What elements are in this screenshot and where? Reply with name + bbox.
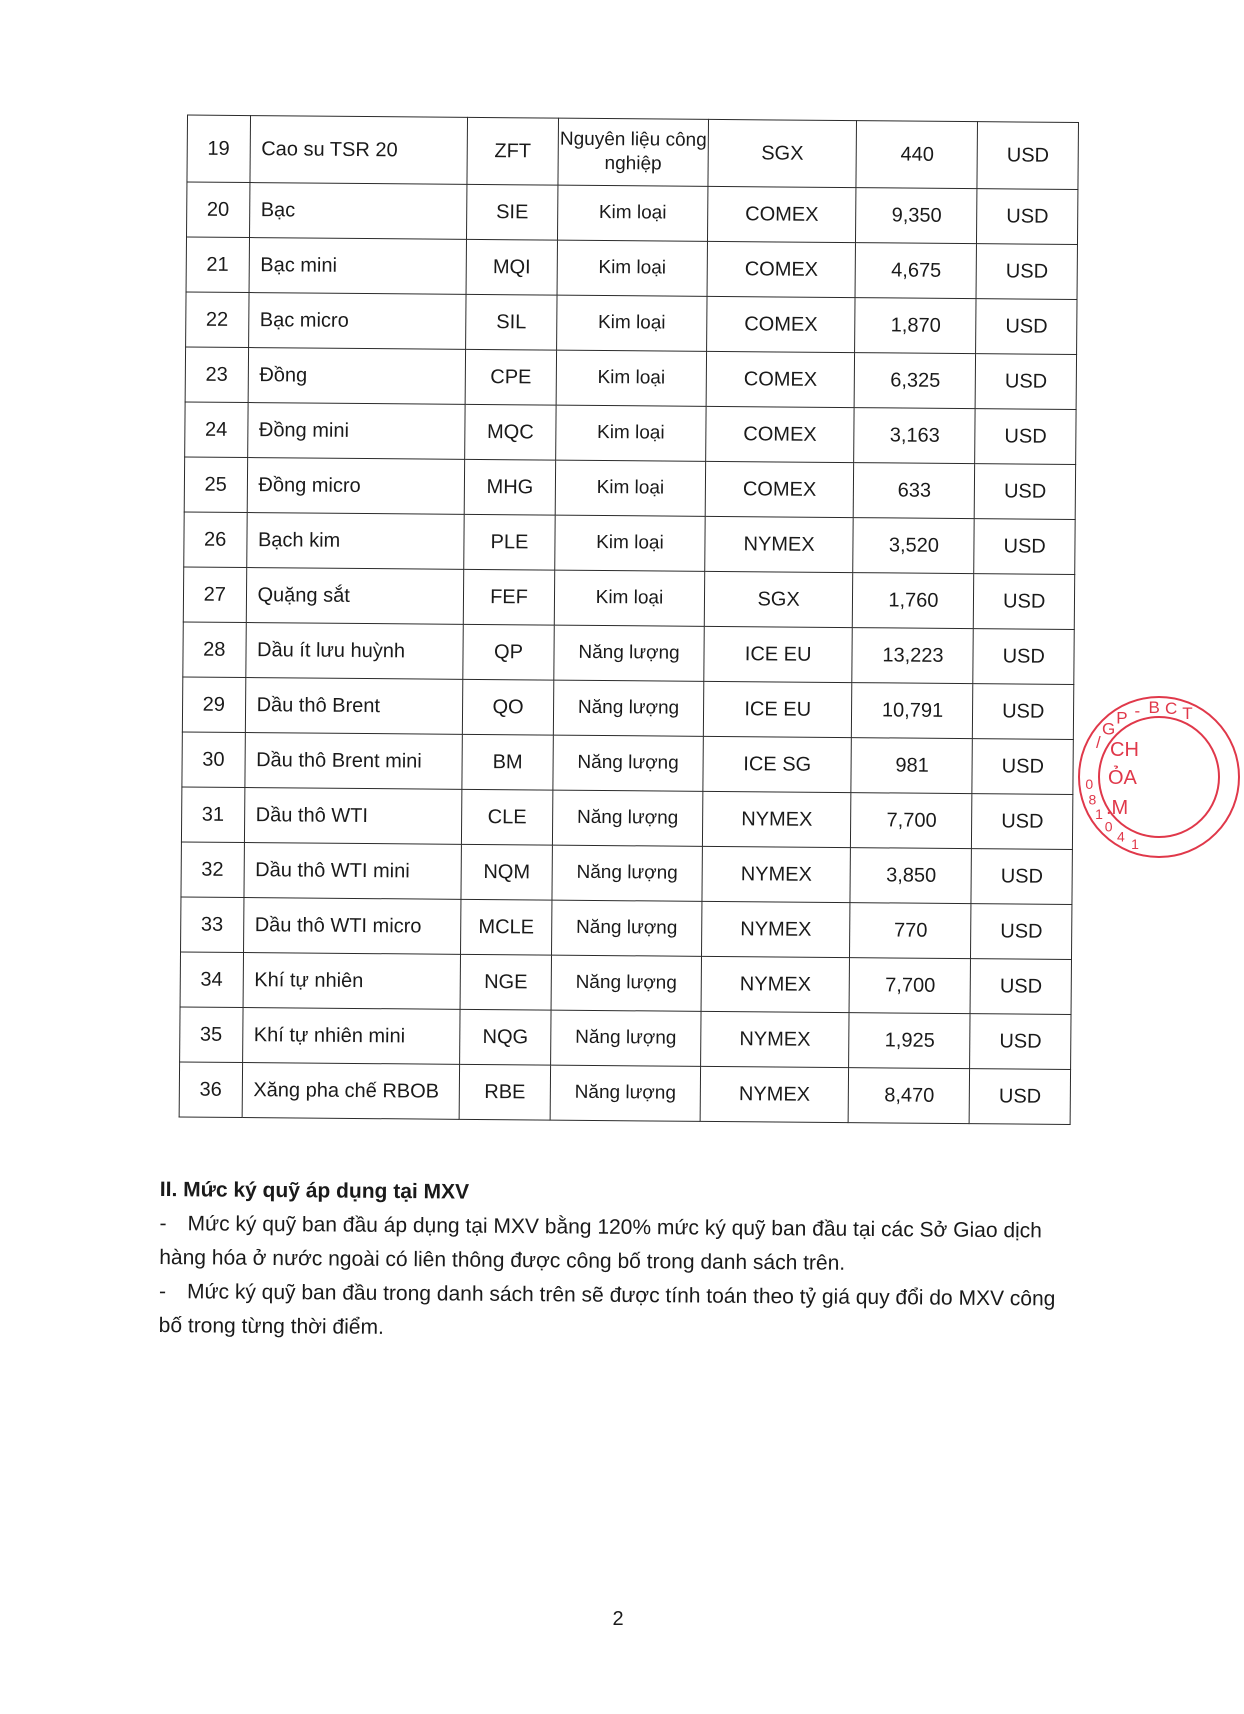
currency: USD xyxy=(970,959,1071,1015)
table-row xyxy=(186,237,1077,299)
currency: USD xyxy=(976,299,1077,355)
commodity-group: Năng lượng xyxy=(554,625,704,681)
currency: USD xyxy=(977,122,1078,190)
margin-value: 1,870 xyxy=(855,298,976,354)
exchange-name: NYMEX xyxy=(700,1011,849,1067)
commodity-code: BM xyxy=(462,734,554,790)
currency: USD xyxy=(972,794,1073,850)
commodity-code: SIE xyxy=(466,184,558,240)
exchange-name: NYMEX xyxy=(700,1066,849,1122)
exchange-name: COMEX xyxy=(706,351,855,407)
commodity-name: Xăng pha chế RBOB xyxy=(242,1063,460,1120)
commodity-name: Bạc micro xyxy=(248,293,466,350)
stamp-glyph: 1 xyxy=(1131,835,1139,852)
exchange-name: NYMEX xyxy=(702,791,851,847)
row-number: 34 xyxy=(180,952,243,1008)
row-number: 19 xyxy=(187,115,250,183)
currency: USD xyxy=(971,904,1072,960)
commodity-group: Năng lượng xyxy=(553,680,703,736)
commodity-code: SIL xyxy=(465,294,557,350)
margin-value: 7,700 xyxy=(851,793,972,849)
exchange-name: COMEX xyxy=(706,296,855,352)
table-row xyxy=(183,567,1074,629)
table-row xyxy=(181,787,1072,849)
currency: USD xyxy=(975,409,1076,465)
table-row xyxy=(179,1062,1070,1124)
commodity-code: ZFT xyxy=(467,117,559,185)
margin-value: 10,791 xyxy=(852,683,973,739)
row-number: 30 xyxy=(182,732,245,788)
stamp-glyph: .M xyxy=(1106,797,1129,819)
table-row xyxy=(182,732,1073,794)
commodity-name: Khí tự nhiên xyxy=(243,953,461,1010)
margin-value: 7,700 xyxy=(850,958,971,1014)
table-row xyxy=(181,897,1072,959)
margin-value: 4,675 xyxy=(856,243,977,299)
table-row xyxy=(180,1007,1071,1069)
table-row xyxy=(184,512,1075,574)
margin-value: 1,760 xyxy=(853,573,974,629)
commodity-group: Năng lượng xyxy=(551,955,701,1011)
row-number: 29 xyxy=(182,677,245,733)
exchange-name: COMEX xyxy=(707,186,856,242)
commodity-code: NQG xyxy=(459,1009,551,1065)
table-row xyxy=(187,115,1079,189)
exchange-name: COMEX xyxy=(705,461,854,517)
table-row xyxy=(187,182,1078,244)
currency: USD xyxy=(971,849,1072,905)
row-number: 28 xyxy=(183,622,246,678)
commodity-group: Kim loại xyxy=(557,295,707,351)
row-number: 24 xyxy=(185,402,248,458)
commodity-name: Dầu thô WTI micro xyxy=(243,898,461,955)
bullet-dash: - xyxy=(159,1211,167,1236)
exchange-name: ICE EU xyxy=(703,681,852,737)
margin-value: 13,223 xyxy=(852,628,973,684)
exchange-name: COMEX xyxy=(705,406,854,462)
commodity-name: Dầu thô WTI mini xyxy=(244,843,462,900)
row-number: 20 xyxy=(187,182,250,238)
currency: USD xyxy=(976,244,1077,300)
margin-value: 9,350 xyxy=(856,188,977,244)
commodity-name: Dầu thô Brent xyxy=(245,678,463,735)
exchange-name: SGX xyxy=(704,571,853,627)
currency: USD xyxy=(977,189,1078,245)
commodity-group: Năng lượng xyxy=(552,900,702,956)
row-number: 33 xyxy=(181,897,244,953)
bullet-text: Mức ký quỹ ban đầu áp dụng tại MXV bằng 120% mức ký quỹ ban đầu tại các Sở Giao dịch hàng hóa ở nước ngoài có liên thông được công bố trong danh sách trên. xyxy=(159,1212,1043,1275)
commodity-group: Năng lượng xyxy=(550,1065,700,1121)
margin-value: 633 xyxy=(854,463,975,519)
table-row xyxy=(181,842,1072,904)
row-number: 22 xyxy=(186,292,249,348)
stamp-glyph: 4 xyxy=(1116,828,1125,845)
commodity-name: Đồng micro xyxy=(247,458,465,515)
commodity-group: Kim loại xyxy=(555,515,705,571)
stamp-glyph: CH xyxy=(1110,739,1139,761)
margin-value: 3,163 xyxy=(854,408,975,464)
commodity-name: Quặng sắt xyxy=(246,568,464,625)
margin-value: 6,325 xyxy=(855,353,976,409)
row-number: 21 xyxy=(186,237,249,293)
exchange-name: ICE EU xyxy=(704,626,853,682)
commodity-code: PLE xyxy=(464,514,556,570)
section-bullet xyxy=(159,1207,1080,1283)
currency: USD xyxy=(973,629,1074,685)
commodity-code: NGE xyxy=(460,954,552,1010)
commodity-margin-table xyxy=(179,115,1079,1125)
commodity-group: Kim loại xyxy=(556,405,706,461)
section-title: II. Mức ký quỹ áp dụng tại MXV xyxy=(159,1177,470,1204)
commodity-group: Năng lượng xyxy=(552,845,702,901)
commodity-name: Đồng mini xyxy=(247,403,465,460)
currency: USD xyxy=(974,574,1075,630)
table-row xyxy=(182,677,1073,739)
exchange-name: NYMEX xyxy=(701,901,850,957)
margin-value: 981 xyxy=(851,738,972,794)
table-row xyxy=(186,292,1077,354)
table-row xyxy=(185,402,1076,464)
currency: USD xyxy=(975,464,1076,520)
commodity-name: Bạc xyxy=(249,183,467,240)
commodity-code: MQC xyxy=(465,404,557,460)
section-bullet xyxy=(159,1275,1080,1351)
margin-value: 770 xyxy=(850,903,971,959)
commodity-code: MCLE xyxy=(460,899,552,955)
row-number: 31 xyxy=(181,787,244,843)
stamp-glyph: 0 xyxy=(1085,776,1094,793)
exchange-name: NYMEX xyxy=(701,956,850,1012)
table-row xyxy=(185,347,1076,409)
page-number: 2 xyxy=(612,1608,624,1630)
row-number: 23 xyxy=(185,347,248,403)
row-number: 32 xyxy=(181,842,244,898)
commodity-code: QO xyxy=(462,679,554,735)
commodity-group: Năng lượng xyxy=(553,790,703,846)
stamp-glyph: - xyxy=(1134,701,1141,721)
margin-policy-section xyxy=(159,1173,1080,1351)
row-number: 27 xyxy=(183,567,246,623)
commodity-name: Khí tự nhiên mini xyxy=(242,1008,460,1065)
commodity-code: RBE xyxy=(459,1064,551,1120)
stamp-glyph: C xyxy=(1165,699,1178,719)
table-row xyxy=(180,952,1071,1014)
row-number: 26 xyxy=(184,512,247,568)
commodity-name: Dầu thô Brent mini xyxy=(244,733,462,790)
commodity-code: MQI xyxy=(466,239,558,295)
commodity-group: Nguyên liệu công nghiệp xyxy=(558,118,708,186)
currency: USD xyxy=(972,739,1073,795)
stamp-glyph: ỎA xyxy=(1108,767,1137,789)
commodity-name: Đồng xyxy=(248,348,466,405)
currency: USD xyxy=(976,354,1077,410)
commodity-code: CPE xyxy=(465,349,557,405)
stamp-glyph: / xyxy=(1096,733,1101,752)
stamp-glyph: 1 xyxy=(1095,806,1103,823)
exchange-name: COMEX xyxy=(707,241,856,297)
stamp-glyph: 0 xyxy=(1104,818,1113,835)
commodity-code: FEF xyxy=(463,569,555,625)
margin-value: 8,470 xyxy=(849,1068,970,1124)
currency: USD xyxy=(970,1014,1071,1070)
stamp-glyph: P xyxy=(1116,708,1128,728)
bullet-text: Mức ký quỹ ban đầu trong danh sách trên sẽ được tính toán theo tỷ giá quy đổi do MXV công bố trong từng thời điểm. xyxy=(158,1280,1056,1339)
currency: USD xyxy=(973,684,1074,740)
margin-value: 3,520 xyxy=(853,518,974,574)
exchange-name: ICE SG xyxy=(703,736,852,792)
commodity-group: Năng lượng xyxy=(551,1010,701,1066)
commodity-code: CLE xyxy=(461,789,553,845)
commodity-code: MHG xyxy=(464,459,556,515)
commodity-group: Kim loại xyxy=(558,185,708,241)
commodity-group: Kim loại xyxy=(555,460,705,516)
table-row xyxy=(184,457,1075,519)
commodity-group: Kim loại xyxy=(557,240,707,296)
stamp-glyph: T xyxy=(1182,704,1193,724)
commodity-group: Kim loại xyxy=(556,350,706,406)
row-number: 36 xyxy=(179,1062,242,1118)
margin-value: 3,850 xyxy=(850,848,971,904)
stamp-glyph: 8 xyxy=(1088,791,1097,808)
exchange-name: NYMEX xyxy=(705,516,854,572)
exchange-name: SGX xyxy=(708,119,857,187)
commodity-group: Kim loại xyxy=(554,570,704,626)
currency: USD xyxy=(974,519,1075,575)
commodity-name: Cao su TSR 20 xyxy=(249,116,467,185)
stamp-glyph: B xyxy=(1148,698,1160,718)
commodity-name: Bạch kim xyxy=(246,513,464,570)
row-number: 35 xyxy=(180,1007,243,1063)
commodity-name: Bạc mini xyxy=(249,238,467,295)
currency: USD xyxy=(970,1069,1071,1125)
exchange-name: NYMEX xyxy=(702,846,851,902)
margin-value: 440 xyxy=(856,121,978,189)
commodity-name: Dầu ít lưu huỳnh xyxy=(245,623,463,680)
commodity-code: NQM xyxy=(461,844,553,900)
commodity-code: QP xyxy=(463,624,555,680)
company-seal-stamp xyxy=(1074,692,1244,862)
stamp-glyph: G xyxy=(1102,719,1116,739)
commodity-name: Dầu thô WTI xyxy=(244,788,462,845)
bullet-dash: - xyxy=(158,1279,167,1304)
row-number: 25 xyxy=(184,457,247,513)
table-row xyxy=(183,622,1074,684)
margin-value: 1,925 xyxy=(849,1013,970,1069)
commodity-group: Năng lượng xyxy=(553,735,703,791)
